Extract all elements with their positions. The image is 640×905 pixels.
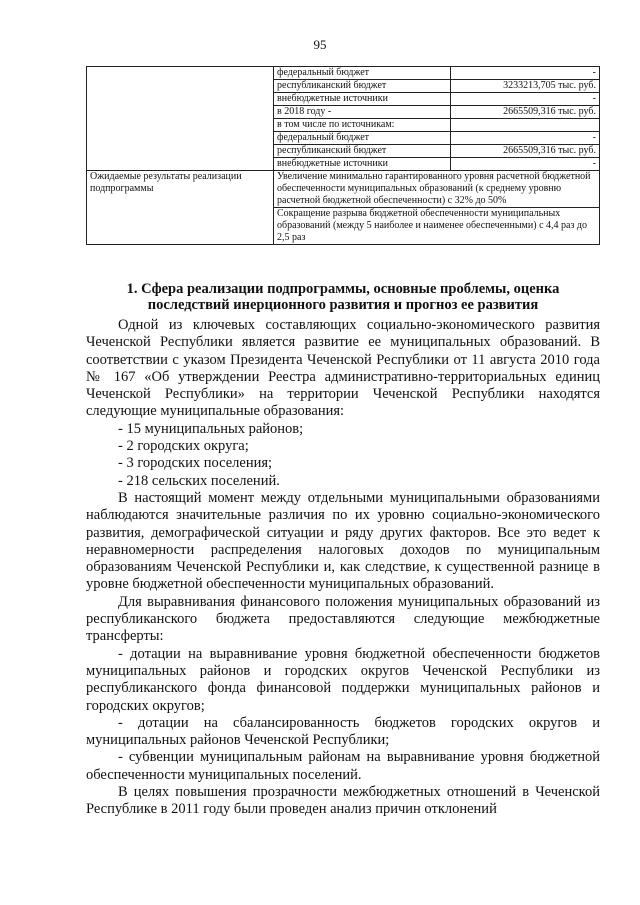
table-cell-result: Сокращение разрыва бюджетной обеспеченности муниципальных образований (между 5 наиболее и наименее обеспеченными) с 4,4 раз до 2,5 раз [274,208,600,245]
table-cell-amount: 3233213,705 тыс. руб. [451,80,600,93]
table-cell-amount: 2665509,316 тыс. руб. [451,145,600,158]
section-heading-line: 1. Сфера реализации подпрограммы, основные проблемы, оценка [126,281,560,297]
table-cell-amount: - [451,67,600,80]
section-body [86,317,600,819]
table-row [87,171,600,208]
section-heading-line: последствий инерционного развития и прогноз ее развития [147,297,539,313]
table-row [87,67,600,80]
table-cell-amount: - [451,132,600,145]
table-cell-empty [87,67,274,171]
table-cell-source: внебюджетные источники [274,93,451,106]
section-heading [86,281,600,313]
list-item: - 218 сельских поселений. [118,472,280,489]
table-cell-amount: - [451,158,600,171]
table-cell-source: в 2018 году - [274,106,451,119]
list-item: - субвенции муниципальным районам на выравнивание уровня бюджетной обеспеченности муниципальных поселений. [86,749,600,783]
table-cell-source: в том числе по источникам: [274,119,451,132]
paragraph: В целях повышения прозрачности межбюджетных отношений в Чеченской Республике в 2011 году были проведен анализ причин отклонений [86,784,600,818]
list-item: - дотации на сбалансированность бюджетов городских округов и муниципальных районов Чеченской Республики; [86,714,600,749]
table-cell-amount [451,119,600,132]
list-item: - 2 городских округа; [118,438,249,455]
list-item: - 15 муниципальных районов; [118,420,304,437]
page-number: 95 [313,37,327,52]
table-cell-amount: 2665509,316 тыс. руб. [451,106,600,119]
table-cell-source: республиканский бюджет [274,80,451,93]
table-cell-source: республиканский бюджет [274,145,451,158]
paragraph: Одной из ключевых составляющих социально-экономического развития Чеченской Республики является развитие ее муниципальных образований. В соответствии с указом Президента Чеченской Республики от 11 августа 2010 года № 167 «Об утверждении Реестра административно-территориальных единиц Чеченской Республики» на территории Чеченской Республики находятся следующие муниципальные образования: [86,317,600,420]
paragraph: В настоящий момент между отдельными муниципальными образованиями наблюдаются значительные различия по их уровню социально-экономического развития, демографической ситуации и ряду других факторов. Все это ведет к неравномерности распределения налоговых доходов по муниципальным образованиям Чеченской Республики и, как следствие, к существенной разнице в уровне бюджетной обеспеченности муниципальных образований. [86,489,600,593]
table-cell-results-label: Ожидаемые результаты реализации подпрограммы [87,171,274,245]
table-cell-source: внебюджетные источники [274,158,451,171]
list-item: - дотации на выравнивание уровня бюджетной обеспеченности бюджетов муниципальных районов и городских округов Чеченской Республики из республиканского фонда финансовой поддержки муниципальных районов и городских округов; [86,645,600,714]
program-funding-table [86,66,600,245]
table-cell-source: федеральный бюджет [274,132,451,145]
list-item: - 3 городских поселения; [118,455,273,472]
table-cell-result: Увеличение минимально гарантированного уровня расчетной бюджетной обеспеченности муниципальных образований (к среднему уровню расчетной бюджетной обеспеченности) с 32% до 50% [274,171,600,208]
paragraph: Для выравнивания финансового положения муниципальных образований из республиканского бюджета предоставляются следующие межбюджетные трансферты: [86,593,600,645]
table-cell-amount: - [451,93,600,106]
table-cell-source: федеральный бюджет [274,67,451,80]
